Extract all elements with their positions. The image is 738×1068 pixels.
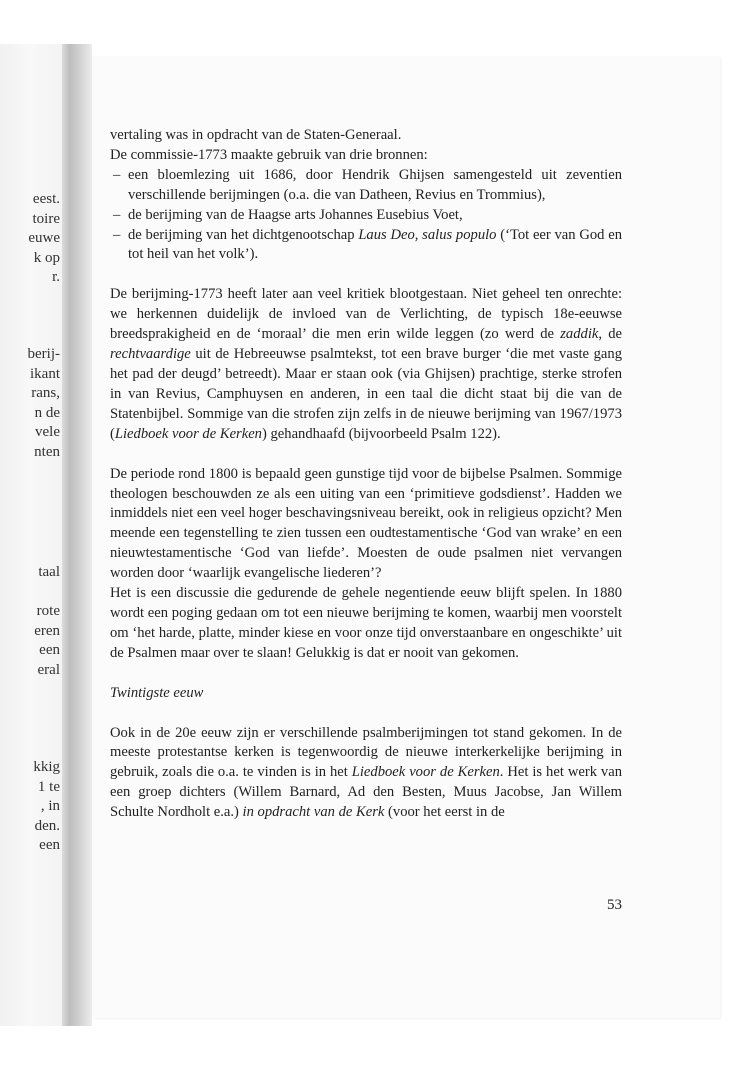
fragment-line: kkig	[33, 759, 60, 775]
text-run: , de	[598, 326, 622, 343]
text-run: De berijming-1773 heeft later aan veel kritiek blootgestaan. Niet geheel ten onrechte: we herkennen duidelijk de invloed van de Verlichting, de typisch 18e-eeuwse breedsprakigheid en de ‘moraal’ die men erin wilde leggen (zo werd de	[110, 286, 622, 343]
paragraph-intro-line: vertaling was in opdracht van de Staten-Generaal.	[110, 127, 402, 143]
italic-word: rechtvaardige	[110, 346, 191, 363]
section-heading: Twintigste eeuw	[110, 684, 204, 701]
fragment-line: euwe	[28, 230, 60, 246]
text-run: ) gehandhaafd (bijvoorbeeld Psalm 122).	[261, 425, 501, 442]
fragment-line: eest.	[32, 191, 60, 207]
paragraph-1800: De periode rond 1800 is bepaald geen gunstige tijd voor de bijbelse Psalmen. Sommige theologen beschouwden ze als een uiting van een ‘primitieve godsdienst’. Hadden we inmiddels niet een veel hoger beschavingsniveau bereikt, ook in religieus opzicht? Men meende een tegenstelling te zien tussen een oudtestamentische ‘God van wrake’ en een nieuwtestamentische ‘God van liefde’. Moesten de oude psalmen niet vervangen worden door ‘waarlijk evangelische liederen’?	[110, 465, 622, 582]
fragment-line: een	[39, 837, 60, 853]
book-gutter	[62, 44, 92, 1026]
fragment-line: k op	[33, 249, 60, 266]
left-page-fragments-3	[0, 563, 60, 583]
italic-word: zaddik	[560, 326, 599, 343]
fragment-line: rote	[36, 603, 60, 619]
fragment-line: taal	[38, 564, 60, 580]
italic-title: Liedboek voor de Kerken	[351, 764, 500, 781]
text-run: (‘Tot eer van God en tot heil van het volk’).	[128, 226, 622, 263]
paragraph-commission-line: De commissie-1773 maakte gebruik van drie bronnen:	[110, 146, 428, 163]
italic-title: Laus Deo, salus populo	[358, 226, 497, 243]
text-run: Ook in de 20e eeuw zijn er verschillende psalmberijmingen tot stand gekomen. In de meeste protestantse kerken is tegenwoordig de nieuwe interkerkelijke berijming in gebruik, zoals die o.a. te vinden is in het	[110, 724, 622, 781]
sources-list	[110, 166, 622, 266]
text-run: . Het is het werk van een groep dichters (Willem Barnard, Ad den Besten, Muus Jacobse, Jan Willem Schulte Nordholt e.a.)	[110, 764, 623, 821]
italic-phrase: in opdracht van de Kerk	[242, 804, 385, 821]
fragment-line: berij-	[27, 346, 60, 362]
left-page-fragments-2	[0, 345, 60, 462]
fragment-line: eral	[37, 661, 60, 678]
italic-title: Liedboek voor de Kerken	[114, 425, 262, 442]
fragment-line: den.	[34, 817, 60, 834]
fragment-line: , in	[40, 798, 60, 814]
list-item	[110, 226, 622, 266]
text-run: (voor het eerst in de	[384, 804, 505, 821]
fragment-line: eren	[34, 622, 60, 639]
fragment-line: n de	[34, 404, 60, 421]
fragment-line: ikant	[30, 365, 60, 382]
paragraph-criticism	[110, 285, 622, 444]
left-page-fragments-1	[0, 190, 60, 288]
fragment-line: r.	[52, 269, 60, 285]
fragment-line: nten	[34, 443, 60, 460]
paragraph-discussion: Het is een discussie die gedurende de gehele negentiende eeuw blijft spelen. In 1880 wordt een poging gedaan om tot een nieuwe berijming te komen, waarbij men voorstelt om ‘het harde, platte, minder kiese en voor onze tijd onverstaanbare en ongeschikte’ uit de Psalmen maar over te slaan! Gelukkig is dat er nooit van gekomen.	[110, 585, 622, 661]
left-page-fragments-5	[0, 758, 60, 856]
text-run: uit de Hebreeuwse psalmtekst, tot een brave burger ‘die met vaste gang het pad der deugd’ betreedt). Maar er staan ook (via Ghijsen) prachtige, sterke strofen in van Revius, Camphuysen en anderen, in een taal die dicht staat bij die van de Statenbijbel. Sommige van die strofen zijn zelfs in de nieuwe berijming van 1967/1973 (	[110, 346, 622, 442]
fragment-line: vele	[35, 424, 60, 440]
list-item: – een bloemlezing uit 1686, door Hendrik Ghijsen samengesteld uit zeventien verschillende berijmingen (o.a. die van Datheen, Revius en Trommius),	[110, 166, 622, 206]
text-run: de berijming van het dichtgenootschap	[128, 226, 359, 243]
page-number: 53	[607, 897, 622, 913]
page-body	[110, 126, 622, 823]
fragment-line: toire	[32, 210, 60, 227]
paragraph-20th-century	[110, 724, 622, 824]
fragment-line: 1 te	[37, 778, 60, 795]
list-item: – de berijming van de Haagse arts Johannes Eusebius Voet,	[110, 206, 622, 226]
fragment-line: rans,	[31, 385, 60, 401]
fragment-line: een	[39, 642, 60, 658]
left-page-fragments-4	[0, 602, 60, 680]
